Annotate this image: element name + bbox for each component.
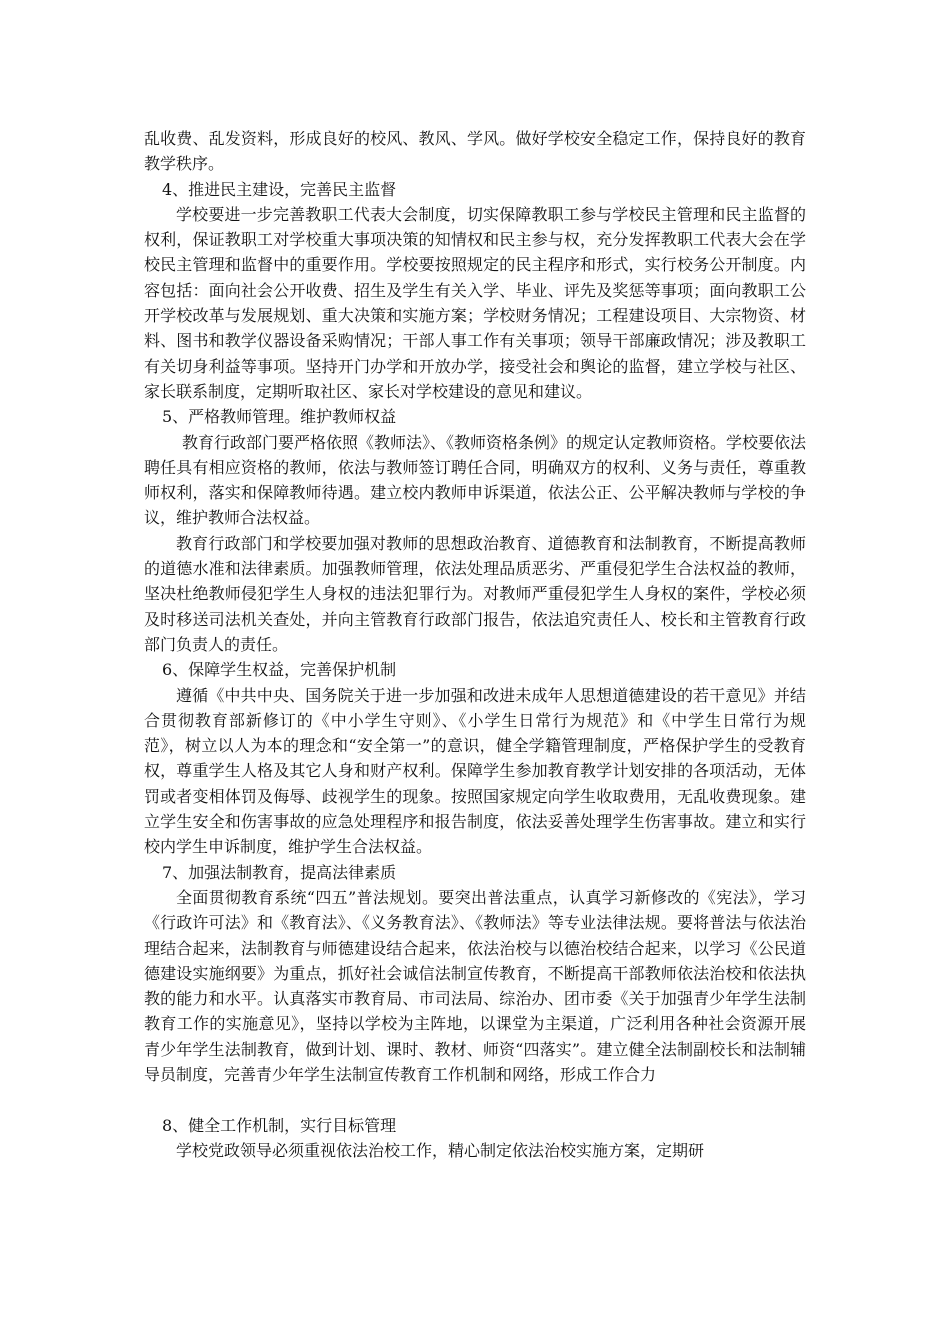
- section-heading: 5、严格教师管理。维护教师权益: [162, 407, 397, 427]
- section-heading: 8、健全工作机制，实行目标管理: [162, 1115, 397, 1135]
- paragraph: 遵循《中共中央、国务院关于进一步加强和改进未成年人思想道德建设的若干意见》并结合贯彻教育部新修订的《中小学生守则》、《小学生日常行为规范》和《中学生日常行为规范》，树立以人为本的理念和“安全第一”的意识，健全学籍管理制度，严格保护学生的受教育权，尊重学生人格及其它人身和财产权利。保障学生参加教育教学计划安排的各项活动，无体罚或者变相体罚及侮辱、歧视学生的现象。按照国家规定向学生收取费用，无乱收费现象。建立学生安全和伤害事故的应急处理程序和报告制度，依法妥善处理学生伤害事故。建立和实行校内学生申诉制度，维护学生合法权益。: [144, 685, 806, 857]
- paragraph: 学校要进一步完善教职工代表大会制度，切实保障教职工参与学校民主管理和民主监督的权利，保证教职工对学校重大事项决策的知情权和民主参与权，充分发挥教职工代表大会在学校民主管理和监督中的重要作用。学校要按照规定的民主程序和形式，实行校务公开制度。内容包括：面向社会公开收费、招生及学生有关入学、毕业、评先及奖惩等事项；面向教职工公开学校改革与发展规划、重大决策和实施方案；学校财务情况；工程建设项目、大宗物资、材料、图书和教学仪器设备采购情况；干部人事工作有关事项；领导干部廉政情况；涉及教职工有关切身利益等事项。坚持开门办学和开放办学，接受社会和舆论的监督，建立学校与社区、家长联系制度，定期听取社区、家长对学校建设的意见和建议。: [144, 204, 806, 401]
- document-page: [144, 126, 806, 1163]
- section-heading: 4、推进民主建设，完善民主监督: [162, 179, 397, 199]
- paragraph: 全面贯彻教育系统“四五”普法规划。要突出普法重点，认真学习新修改的《宪法》，学习《行政许可法》和《教育法》、《义务教育法》、《教师法》等专业法律法规。要将普法与依法治理结合起来，法制教育与师德建设结合起来，依法治校与以德治校结合起来，以学习《公民道德建设实施纲要》为重点，抓好社会诚信法制宣传教育，不断提高干部教师依法治校和依法执教的能力和水平。认真落实市教育局、市司法局、综治办、团市委《关于加强青少年学生法制教育工作的实施意见》，坚持以学校为主阵地，以课堂为主渠道，广泛利用各种社会资源开展青少年学生法制教育，做到计划、课时、教材、师资“四落实”。建立健全法制副校长和法制辅导员制度，完善青少年学生法制宣传教育工作机制和网络，形成工作合力: [144, 887, 806, 1084]
- paragraph: 教育行政部门要严格依照《教师法》、《教师资格条例》的规定认定教师资格。学校要依法聘任具有相应资格的教师，依法与教师签订聘任合同，明确双方的权利、义务与责任，尊重教师权利，落实和保障教师待遇。建立校内教师申诉渠道，依法公正、公平解决教师与学校的争议，维护教师合法权益。: [144, 432, 807, 528]
- paragraph: 学校党政领导必须重视依法治校工作，精心制定依法治校实施方案，定期研: [176, 1140, 705, 1160]
- paragraph: 教育行政部门和学校要加强对教师的思想政治教育、道德教育和法制教育，不断提高教师的道德水准和法律素质。加强教师管理，依法处理品质恶劣、严重侵犯学生合法权益的教师，坚决杜绝教师侵犯学生人身权的违法犯罪行为。对教师严重侵犯学生人身权的案件，学校必须及时移送司法机关查处，并向主管教育行政部门报告，依法追究责任人、校长和主管教育行政部门负责人的责任。: [144, 533, 806, 654]
- section-heading: 7、加强法制教育，提高法律素质: [162, 862, 397, 882]
- section-heading: 6、保障学生权益，完善保护机制: [162, 660, 397, 680]
- paragraph: 乱收费、乱发资料，形成良好的校风、教风、学风。做好学校安全稳定工作，保持良好的教育教学秩序。: [144, 129, 806, 174]
- blank-line: [144, 1087, 806, 1112]
